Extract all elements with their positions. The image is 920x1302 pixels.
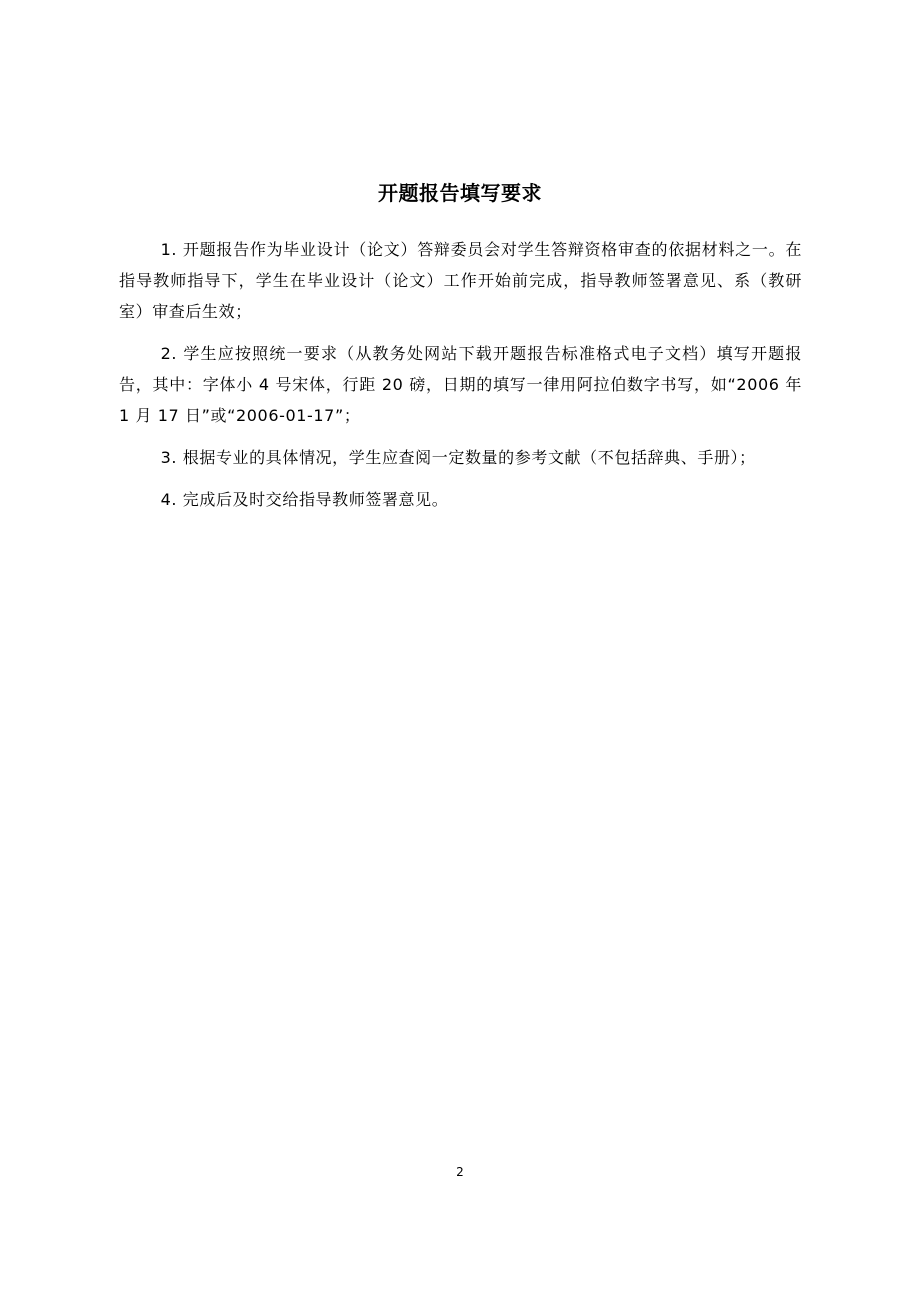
requirements-list <box>119 234 802 526</box>
requirement-item-3: 3. 根据专业的具体情况，学生应查阅一定数量的参考文献（不包括辞典、手册）； <box>160 448 756 467</box>
requirement-item-4: 4. 完成后及时交给指导教师签署意见。 <box>160 490 449 509</box>
page-number: 2 <box>456 1165 464 1179</box>
requirement-item-1: 1. 开题报告作为毕业设计（论文）答辩委员会对学生答辩资格审查的依据材料之一。在指导教师指导下，学生在毕业设计（论文）工作开始前完成，指导教师签署意见、系（教研室）审查后生效； <box>119 240 802 321</box>
requirement-item-2: 2. 学生应按照统一要求（从教务处网站下载开题报告标准格式电子文档）填写开题报告，其中：字体小 4 号宋体，行距 20 磅，日期的填写一律用阿拉伯数字书写，如“2006 年 1 月 17 日”或“2006-01-17”； <box>119 344 802 425</box>
page-title: 开题报告填写要求 <box>378 181 542 205</box>
